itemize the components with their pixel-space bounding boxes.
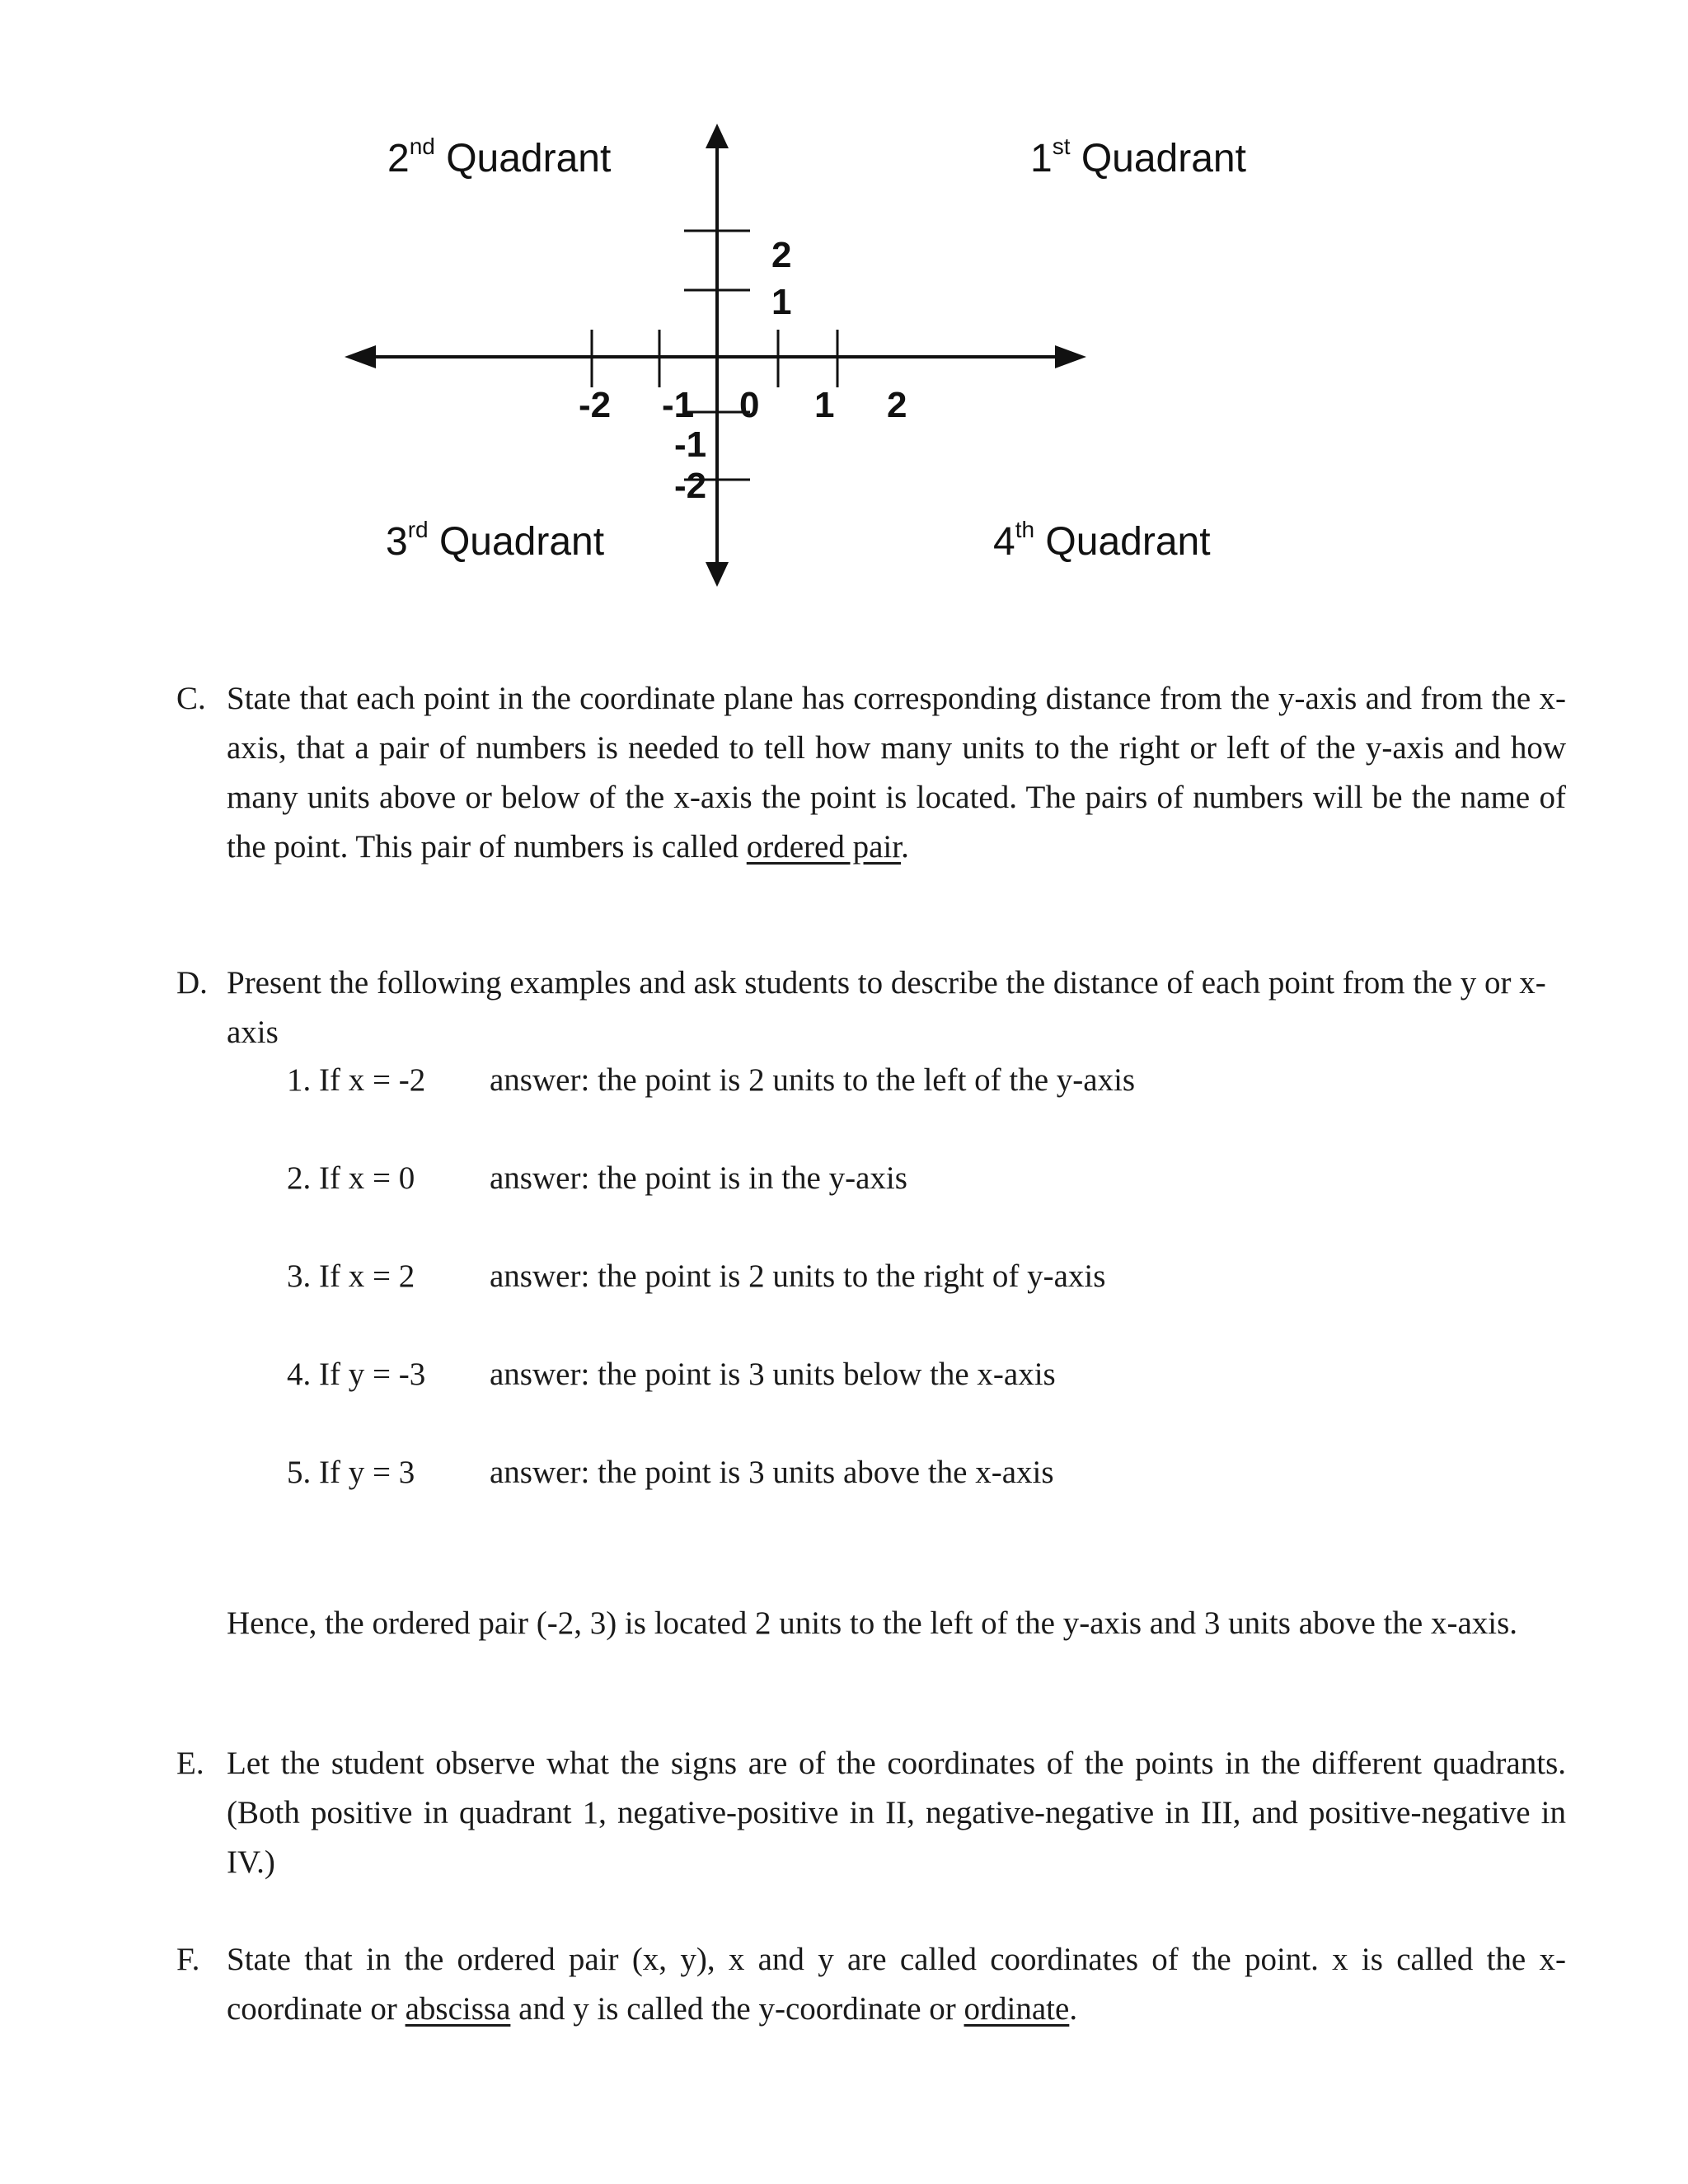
y-tick-label-neg1: -1 — [674, 424, 707, 465]
x-tick-label-neg1: -1 — [662, 385, 695, 425]
term-ordered-pair: ordered pair — [746, 829, 902, 865]
section-c-letter: C. — [176, 681, 206, 716]
section-f-letter: F. — [176, 1942, 200, 1977]
term-ordinate: ordinate — [964, 1991, 1070, 2027]
section-d-letter: D. — [176, 965, 208, 1001]
quadrant-4-label: 4th Quadrant — [993, 517, 1211, 564]
x-axis-right-arrow — [1055, 345, 1086, 368]
y-axis-up-arrow — [706, 124, 729, 148]
hence-text: Hence, the ordered pair (-2, 3) is located 2 units to the left of the y-axis and 3 units above the x-axis. — [227, 1605, 1518, 1641]
x-tick-label-1: 1 — [814, 385, 835, 425]
section-c — [177, 674, 1566, 872]
quadrant-1-label: 1st Quadrant — [1030, 134, 1246, 180]
section-d-body: Present the following examples and ask students to describe the distance of each point from the y or x-axis — [227, 965, 1546, 1050]
quadrant-2-label: 2nd Quadrant — [387, 134, 612, 180]
example-4-answer: answer: the point is 3 units below the x-axis — [490, 1357, 1056, 1392]
section-d — [177, 958, 1566, 1057]
example-1-question: 1. If x = -2 — [287, 1062, 426, 1098]
example-4-question: 4. If y = -3 — [287, 1357, 426, 1392]
section-e-body: Let the student observe what the signs are of the coordinates of the points in the different quadrants. (Both positive in quadrant 1, negative-positive in II, negative-negative in III, and positive-negative in IV.) — [227, 1746, 1566, 1880]
example-5-question: 5. If y = 3 — [287, 1455, 415, 1490]
axes-drawing — [0, 0, 1688, 643]
example-2-answer: answer: the point is in the y-axis — [490, 1160, 907, 1196]
y-tick-label-neg2: -2 — [674, 466, 707, 506]
example-5-answer: answer: the point is 3 units above the x-axis — [490, 1455, 1054, 1490]
x-tick-label-2: 2 — [887, 385, 907, 425]
section-e — [177, 1739, 1566, 1887]
y-tick-label-1: 1 — [771, 282, 792, 322]
quadrant-3-label: 3rd Quadrant — [386, 517, 605, 564]
y-axis-down-arrow — [706, 562, 729, 587]
section-c-body: State that each point in the coordinate plane has corresponding distance from the y-axis and from the x-axis, that a pair of numbers is needed to tell how many units to the right or left of the y-axis and how many units above or below of the x-axis the point is located. The pairs of numbers will be the name of the point. This pair of numbers is called ordered pair. — [227, 681, 1566, 865]
y-tick-label-2: 2 — [771, 235, 792, 275]
section-f-body: State that in the ordered pair (x, y), x and y are called coordinates of the point. x is called the x-coordinate or abscissa and y is called the y-coordinate or ordinate. — [227, 1942, 1566, 2027]
section-f — [177, 1935, 1566, 2034]
x-tick-label-neg2: -2 — [579, 385, 612, 425]
term-abscissa: abscissa — [405, 1991, 511, 2027]
x-axis-left-arrow — [345, 345, 376, 368]
x-tick-label-0: 0 — [739, 385, 760, 425]
section-e-letter: E. — [176, 1746, 204, 1781]
example-1-answer: answer: the point is 2 units to the left of the y-axis — [490, 1062, 1136, 1098]
example-3-answer: answer: the point is 2 units to the right of y-axis — [490, 1258, 1106, 1294]
hence-paragraph — [177, 1599, 1566, 1648]
example-2-question: 2. If x = 0 — [287, 1160, 415, 1196]
coordinate-plane-diagram — [0, 0, 1688, 643]
example-3-question: 3. If x = 2 — [287, 1258, 415, 1294]
